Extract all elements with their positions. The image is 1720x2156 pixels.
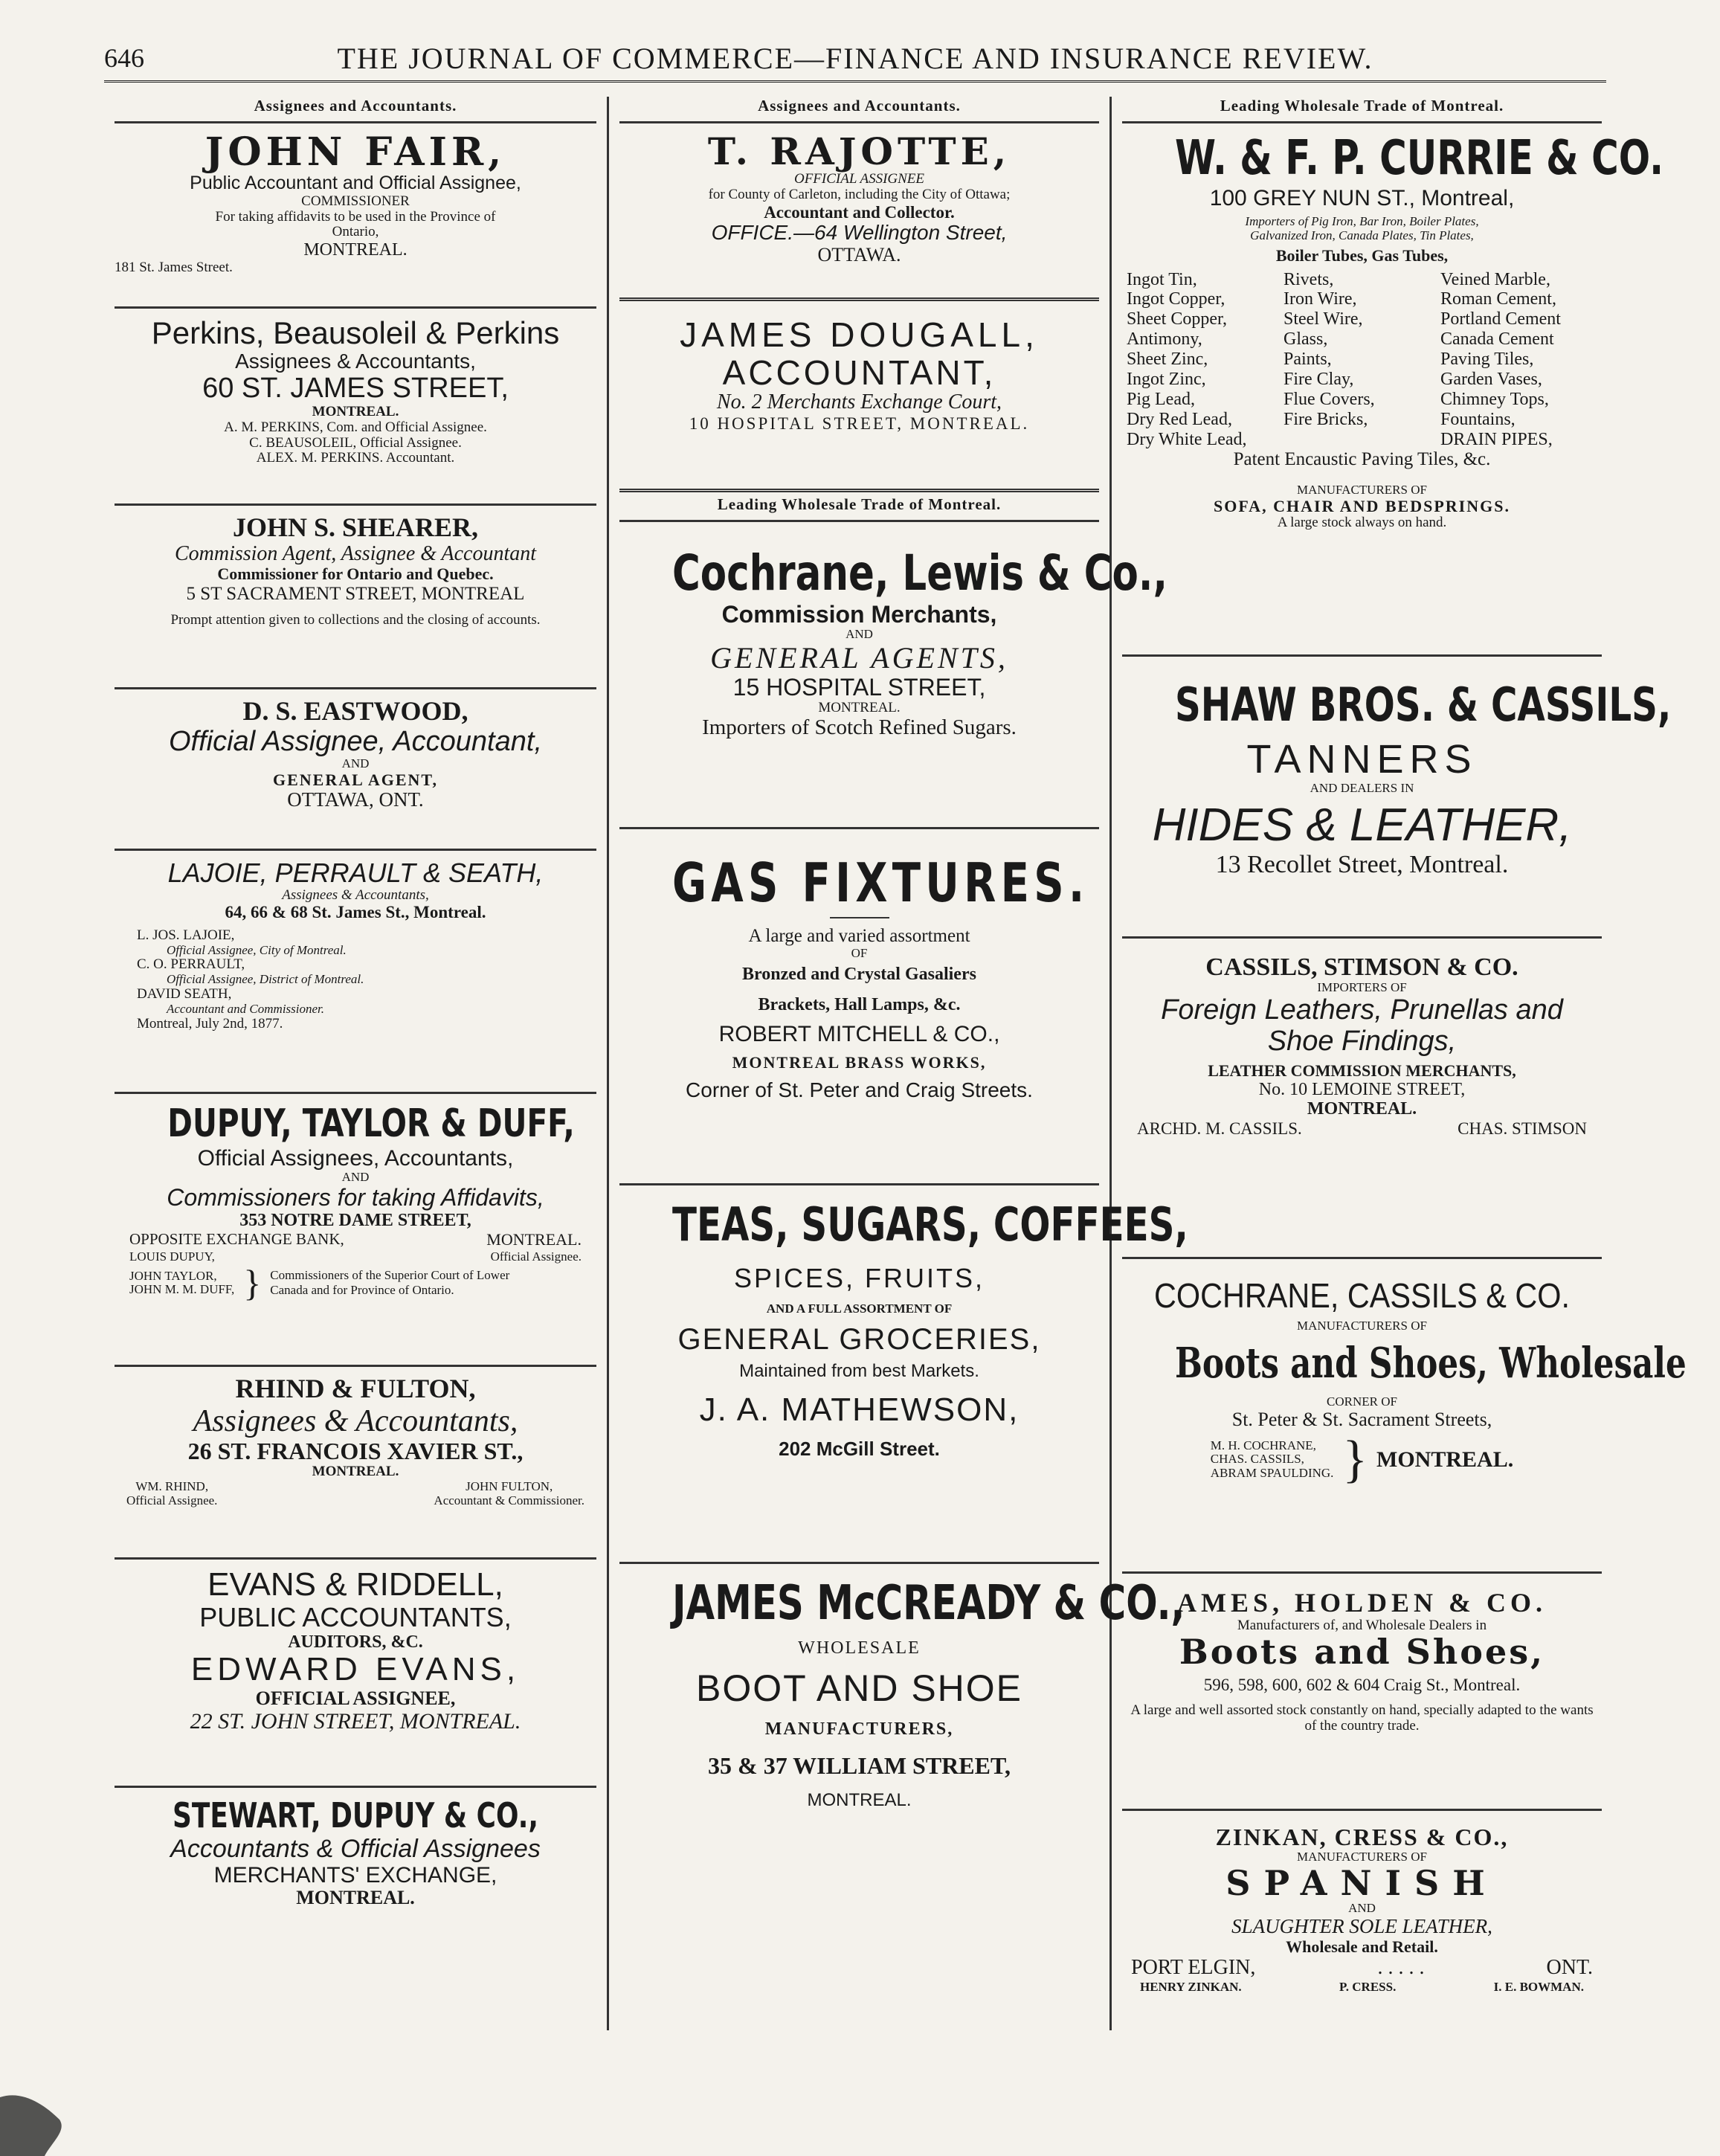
columns xyxy=(104,97,1687,2030)
journal-title: THE JOURNAL OF COMMERCE—FINANCE AND INSURANCE REVIEW. xyxy=(337,41,1373,75)
ad-name: JOHN S. SHEARER, xyxy=(232,512,479,542)
ad-address: 35 & 37 WILLIAM STREET, xyxy=(708,1751,1011,1779)
ad-partner: ALEX. M. PERKINS. Accountant. xyxy=(256,450,455,466)
ad-partner: CHAS. CASSILS, xyxy=(1210,1452,1304,1467)
ad-text: Accountant and Collector. xyxy=(764,202,955,222)
ad-text: Assignees & Accountants, xyxy=(282,886,429,903)
ad-text: IMPORTERS OF xyxy=(1317,980,1407,995)
ad-address: No. 2 Merchants Exchange Court, xyxy=(716,390,1002,414)
ad-text: ROBERT MITCHELL & CO., xyxy=(718,1021,1000,1046)
ad-text: GENERAL AGENTS, xyxy=(710,640,1008,675)
ad-name: COCHRANE, CASSILS & CO. xyxy=(1153,1276,1571,1315)
ad-text: ACCOUNTANT, xyxy=(722,353,996,392)
ad-text: SLAUGHTER SOLE LEATHER, xyxy=(1231,1915,1492,1938)
goods-item: Flue Covers, xyxy=(1283,389,1375,409)
ad-partner-role: Accountant and Commissioner. xyxy=(167,1001,325,1016)
ad-name: TEAS, SUGARS, COFFEES, xyxy=(671,1197,1188,1252)
ad-partner: M. H. COCHRANE, xyxy=(1210,1438,1316,1452)
ad-address: 60 ST. JAMES STREET, xyxy=(202,372,509,404)
ad-address: 202 McGill Street. xyxy=(779,1438,940,1461)
ad-text: Commissioner for Ontario and Quebec. xyxy=(217,564,494,584)
ad-address: 15 HOSPITAL STREET, xyxy=(732,673,986,701)
ad-name: T. RAJOTTE, xyxy=(707,129,1011,173)
ad-text: Boiler Tubes, Gas Tubes, xyxy=(1275,246,1449,266)
ad-city: MONTREAL. xyxy=(818,700,901,716)
ad-text: OF xyxy=(851,945,868,960)
ad-partner: ABRAM SPAULDING. xyxy=(1210,1465,1334,1480)
ad-text: Boots and Shoes, Wholesale xyxy=(1174,1339,1687,1388)
ad-partner: HENRY ZINKAN. xyxy=(1140,1980,1242,1995)
ad-text: BOOT AND SHOE xyxy=(695,1667,1023,1710)
ad-address: 64, 66 & 68 St. James St., Montreal. xyxy=(225,903,486,922)
goods-item: Paints, xyxy=(1283,350,1332,370)
goods-item: Chimney Tops, xyxy=(1440,389,1549,409)
brace-glyph: } xyxy=(1342,1430,1368,1488)
ad-city: MONTREAL. xyxy=(312,403,399,419)
ad-text: Commission Merchants, xyxy=(721,601,997,628)
ad-text: GENERAL AGENT, xyxy=(273,770,438,790)
ad-partner: WM. RHIND, xyxy=(135,1478,209,1493)
category-heading: Leading Wholesale Trade of Montreal. xyxy=(1122,97,1602,123)
ad-text: Bronzed and Crystal Gasaliers xyxy=(742,965,976,985)
page-number: 646 xyxy=(104,43,144,73)
ad-name: JOHN FAIR, xyxy=(204,129,506,175)
ad-ames xyxy=(1122,1574,1602,1811)
ad-partner: C. BEAUSOLEIL, Official Assignee. xyxy=(249,434,462,451)
ad-partner-role: Official Assignee. xyxy=(490,1249,582,1264)
ad-address: 353 NOTRE DAME STREET, xyxy=(239,1210,471,1230)
brace-glyph: } xyxy=(243,1262,262,1304)
goods-item: DRAIN PIPES, xyxy=(1440,429,1553,449)
ad-note: Importers of Scotch Refined Sugars. xyxy=(702,715,1017,739)
ad-name: Perkins, Beausoleil & Perkins xyxy=(151,315,560,350)
ad-text: CORNER OF xyxy=(1327,1394,1397,1409)
ad-name: ZINKAN, CRESS & CO., xyxy=(1215,1824,1509,1850)
ad-mccready xyxy=(619,1564,1185,1821)
goods-item: Sheet Copper, xyxy=(1127,309,1228,329)
ad-note: A large stock always on hand. xyxy=(1277,514,1447,530)
ad-text: AND DEALERS IN xyxy=(1310,781,1414,796)
ad-partner-role: Commissioners of the Superior Court of Lower Canada and for Province of Ontario. xyxy=(270,1268,510,1298)
ad-name: DUPUY, TAYLOR & DUFF, xyxy=(167,1101,575,1146)
ad-text: Patent Encaustic Paving Tiles, &c. xyxy=(1233,449,1491,470)
ad-city: MONTREAL. xyxy=(303,240,408,260)
ad-name: Cochrane, Lewis & Co., xyxy=(671,544,1168,602)
ad-city: MONTREAL. xyxy=(1376,1447,1514,1472)
ad-partner-role: Accountant & Commissioner. xyxy=(434,1493,584,1507)
ad-city: OTTAWA, ONT. xyxy=(287,788,424,811)
goods-item: Garden Vases, xyxy=(1440,369,1542,389)
goods-item: Canada Cement xyxy=(1440,329,1554,350)
ad-text: HIDES & LEATHER, xyxy=(1152,799,1572,852)
ad-text: J. A. MATHEWSON, xyxy=(699,1391,1020,1428)
ad-name: EDWARD EVANS, xyxy=(190,1651,521,1688)
ad-text: for County of Carleton, including the City of Ottawa; xyxy=(708,186,1011,202)
goods-item: Sheet Zinc, xyxy=(1127,350,1208,370)
ad-partner: JOHN M. M. DUFF, xyxy=(129,1282,235,1297)
ad-address: 26 ST. FRANCOIS XAVIER ST., xyxy=(187,1437,524,1464)
ad-address: OFFICE.—64 Wellington Street, xyxy=(711,221,1008,245)
ad-address: St. Peter & St. Sacrament Streets, xyxy=(1231,1408,1492,1430)
ad-city: OTTAWA. xyxy=(817,243,901,266)
goods-item: Pig Lead, xyxy=(1127,389,1195,409)
goods-item: Glass, xyxy=(1283,329,1328,350)
ad-partner: I. E. BOWMAN. xyxy=(1493,1980,1584,1995)
ad-text: AND xyxy=(845,627,873,642)
ad-eastwood xyxy=(115,689,596,851)
ad-shearer xyxy=(115,506,596,689)
ad-shaw xyxy=(1122,657,1672,939)
ad-name: D. S. EASTWOOD, xyxy=(242,696,468,726)
ad-text: Official Assignees, Accountants, xyxy=(197,1146,514,1171)
ad-city: MONTREAL. xyxy=(296,1887,415,1909)
ad-text: Maintained from best Markets. xyxy=(739,1361,979,1382)
ad-text: . . . . . xyxy=(1377,1956,1425,1980)
ad-text: MANUFACTURERS OF xyxy=(1297,482,1427,497)
ad-text: OFFICIAL ASSIGNEE, xyxy=(255,1687,456,1709)
ad-partner: A. M. PERKINS, Com. and Official Assignee. xyxy=(224,419,487,435)
ad-text: Ontario, xyxy=(332,224,379,240)
goods-item: Fountains, xyxy=(1440,409,1516,429)
ad-text: Manufacturers of, and Wholesale Dealers in xyxy=(1237,1617,1487,1633)
ink-blot xyxy=(0,2067,89,2156)
ad-address: 100 GREY NUN ST., Montreal, xyxy=(1209,186,1515,210)
goods-item: Veined Marble, xyxy=(1440,269,1550,289)
ad-text: AUDITORS, &C. xyxy=(288,1632,423,1652)
ad-text: Wholesale and Retail. xyxy=(1286,1937,1438,1956)
ad-text: AND A FULL ASSORTMENT OF xyxy=(766,1301,953,1316)
ad-teas xyxy=(619,1185,1188,1564)
ad-text: AND xyxy=(341,1170,370,1184)
ad-partner: P. CRESS. xyxy=(1339,1980,1397,1995)
ad-name: W. & F. P. CURRIE & CO. xyxy=(1174,131,1664,186)
ad-city: MONTREAL. xyxy=(486,1230,582,1249)
ad-text: For taking affidavits to be used in the Province of xyxy=(215,208,496,225)
goods-item: Antimony, xyxy=(1127,329,1202,350)
goods-item: Ingot Copper, xyxy=(1127,289,1225,309)
ad-text: Accountants & Official Assignees xyxy=(170,1835,541,1863)
ad-partner: C. O. PERRAULT, xyxy=(137,956,245,973)
ad-address: 10 HOSPITAL STREET, MONTREAL. xyxy=(689,413,1030,433)
ad-address: No. 10 LEMOINE STREET, xyxy=(1258,1079,1466,1099)
ad-currie xyxy=(1122,128,1664,657)
goods-item xyxy=(1283,430,1440,450)
goods-item: Rivets, xyxy=(1283,269,1334,289)
ad-text: Boots and Shoes, xyxy=(1179,1632,1545,1673)
ad-city: PORT ELGIN, xyxy=(1131,1956,1256,1980)
ad-partner-role: Official Assignee, City of Montreal. xyxy=(167,942,347,957)
ad-text: COMMISSIONER xyxy=(301,193,410,209)
ad-text: A large and varied assortment xyxy=(748,926,970,946)
ad-partner: CHAS. STIMSON xyxy=(1458,1119,1587,1138)
ad-text: GENERAL GROCERIES, xyxy=(677,1323,1041,1357)
ad-text: PUBLIC ACCOUNTANTS, xyxy=(199,1602,512,1633)
goods-item: Portland Cement xyxy=(1440,309,1561,329)
divider xyxy=(830,917,889,918)
goods-item: Steel Wire, xyxy=(1283,309,1363,329)
ad-city: MONTREAL. xyxy=(1307,1099,1417,1119)
ad-text: Assignees & Accountants, xyxy=(193,1403,518,1438)
ad-address: 13 Recollet Street, Montreal. xyxy=(1215,851,1509,879)
goods-list xyxy=(1122,270,1602,450)
ad-note: Prompt attention given to collections and the closing of accounts. xyxy=(170,612,541,628)
goods-item: Paving Tiles, xyxy=(1440,350,1534,370)
ad-name: EVANS & RIDDELL, xyxy=(207,1566,503,1603)
ad-partner: DAVID SEATH, xyxy=(137,985,232,1002)
ad-text: SOFA, CHAIR AND BEDSPRINGS. xyxy=(1214,496,1510,515)
ad-dougall xyxy=(619,301,1099,492)
goods-item: Dry White Lead, xyxy=(1127,429,1247,449)
ad-text: Galvanized Iron, Canada Plates, Tin Plates, xyxy=(1250,228,1474,242)
ad-text: Commission Agent, Assignee & Accountant xyxy=(174,541,537,565)
goods-item: Ingot Tin, xyxy=(1127,269,1197,289)
ad-city: MONTREAL. xyxy=(807,1789,912,1810)
ad-text: WHOLESALE xyxy=(798,1638,921,1658)
ad-address: 22 ST. JOHN STREET, MONTREAL. xyxy=(190,1709,521,1734)
ad-name: CASSILS, STIMSON & CO. xyxy=(1205,953,1518,981)
ad-text: Commissioners for taking Affidavits, xyxy=(167,1183,544,1211)
ad-text: AND xyxy=(341,756,370,771)
ad-text: MANUFACTURERS OF xyxy=(1297,1850,1427,1864)
category-heading: Leading Wholesale Trade of Montreal. xyxy=(619,495,1099,522)
ad-text: Shoe Findings, xyxy=(1267,1025,1457,1057)
goods-item: Dry Red Lead, xyxy=(1127,409,1232,429)
goods-item: Roman Cement, xyxy=(1440,289,1556,309)
ad-text: SPANISH xyxy=(1225,1862,1498,1903)
ad-cochrane-lewis xyxy=(619,527,1168,829)
ad-text: Foreign Leathers, Prunellas and xyxy=(1161,994,1563,1026)
ad-gas-fixtures xyxy=(619,829,1099,1185)
goods-item: Fire Bricks, xyxy=(1283,409,1368,429)
ad-text: MONTREAL BRASS WORKS, xyxy=(732,1052,987,1072)
ad-rhind xyxy=(115,1367,596,1560)
category-heading: Assignees and Accountants. xyxy=(115,97,596,123)
ad-text: AND xyxy=(1348,1901,1376,1916)
ad-name: JAMES McCREADY & CO., xyxy=(671,1576,1185,1631)
ad-cochrane-cassils xyxy=(1122,1259,1687,1574)
ad-address: 5 ST SACRAMENT STREET, MONTREAL xyxy=(186,583,525,604)
ad-dupuy xyxy=(115,1094,596,1367)
ad-partner-role: Official Assignee, District of Montreal. xyxy=(167,972,364,987)
ad-date: Montreal, July 2nd, 1877. xyxy=(137,1015,283,1032)
ad-name: RHIND & FULTON, xyxy=(235,1374,476,1403)
ad-text: OPPOSITE EXCHANGE BANK, xyxy=(129,1230,344,1249)
ad-evans xyxy=(115,1560,596,1788)
ad-city: MONTREAL. xyxy=(312,1463,399,1479)
ad-stewart xyxy=(115,1788,596,1920)
ad-text: OFFICIAL ASSIGNEE xyxy=(793,171,925,187)
ad-text: Official Assignee, Accountant, xyxy=(169,725,542,757)
ad-name: JAMES DOUGALL, xyxy=(680,315,1039,354)
goods-item: Fire Clay, xyxy=(1283,369,1354,389)
ad-partner-role: Official Assignee. xyxy=(126,1493,218,1507)
ad-text: Public Accountant and Official Assignee, xyxy=(190,173,521,194)
ad-text: TANNERS xyxy=(1246,737,1478,782)
ad-partner: LOUIS DUPUY, xyxy=(129,1249,215,1264)
ad-address: 596, 598, 600, 602 & 604 Craig St., Montreal. xyxy=(1203,1676,1521,1695)
ad-address: 181 St. James Street. xyxy=(115,259,233,275)
ad-cassils-stimson xyxy=(1122,939,1602,1259)
ad-text: SPICES, FRUITS, xyxy=(733,1263,985,1293)
ad-perkins xyxy=(115,309,596,506)
ad-partner: JOHN FULTON, xyxy=(466,1478,553,1493)
ad-city: ONT. xyxy=(1546,1956,1593,1980)
ad-name: GAS FIXTURES. xyxy=(671,852,1089,914)
ad-lajoie xyxy=(115,851,596,1094)
ad-text: Assignees & Accountants, xyxy=(235,350,476,373)
ad-address: MERCHANTS' EXCHANGE, xyxy=(213,1863,497,1888)
ad-name: AMES, HOLDEN & CO. xyxy=(1176,1588,1547,1618)
ad-note: A large and well assorted stock constantly on hand, specially adapted to the wants of the country trade. xyxy=(1130,1702,1594,1734)
ad-john-fair xyxy=(115,128,596,309)
ad-text: MANUFACTURERS OF xyxy=(1297,1318,1427,1333)
ad-name: SHAW BROS. & CASSILS, xyxy=(1174,678,1672,732)
ad-partner: ARCHD. M. CASSILS. xyxy=(1137,1119,1302,1138)
goods-item: Iron Wire, xyxy=(1283,289,1357,309)
ad-text: LEATHER COMMISSION MERCHANTS, xyxy=(1208,1061,1516,1080)
column-3 xyxy=(1109,97,1687,2030)
ad-partner: JOHN TAYLOR, xyxy=(129,1268,217,1283)
ad-name: STEWART, DUPUY & CO., xyxy=(173,1795,538,1835)
category-heading: Assignees and Accountants. xyxy=(619,97,1099,123)
ad-partner: L. JOS. LAJOIE, xyxy=(137,927,235,943)
ad-text: MANUFACTURERS, xyxy=(764,1719,954,1740)
goods-item: Ingot Zinc, xyxy=(1127,369,1206,389)
ad-address: Corner of St. Peter and Craig Streets. xyxy=(686,1078,1033,1102)
ad-text: Importers of Pig Iron, Bar Iron, Boiler Plates, xyxy=(1245,214,1479,228)
ad-zinkan xyxy=(1122,1811,1602,2005)
column-1 xyxy=(104,97,607,2030)
ad-text: Brackets, Hall Lamps, &c. xyxy=(758,994,961,1014)
ad-rajotte xyxy=(619,128,1099,301)
ad-name: LAJOIE, PERRAULT & SEATH, xyxy=(167,857,544,888)
page-header xyxy=(104,36,1606,83)
